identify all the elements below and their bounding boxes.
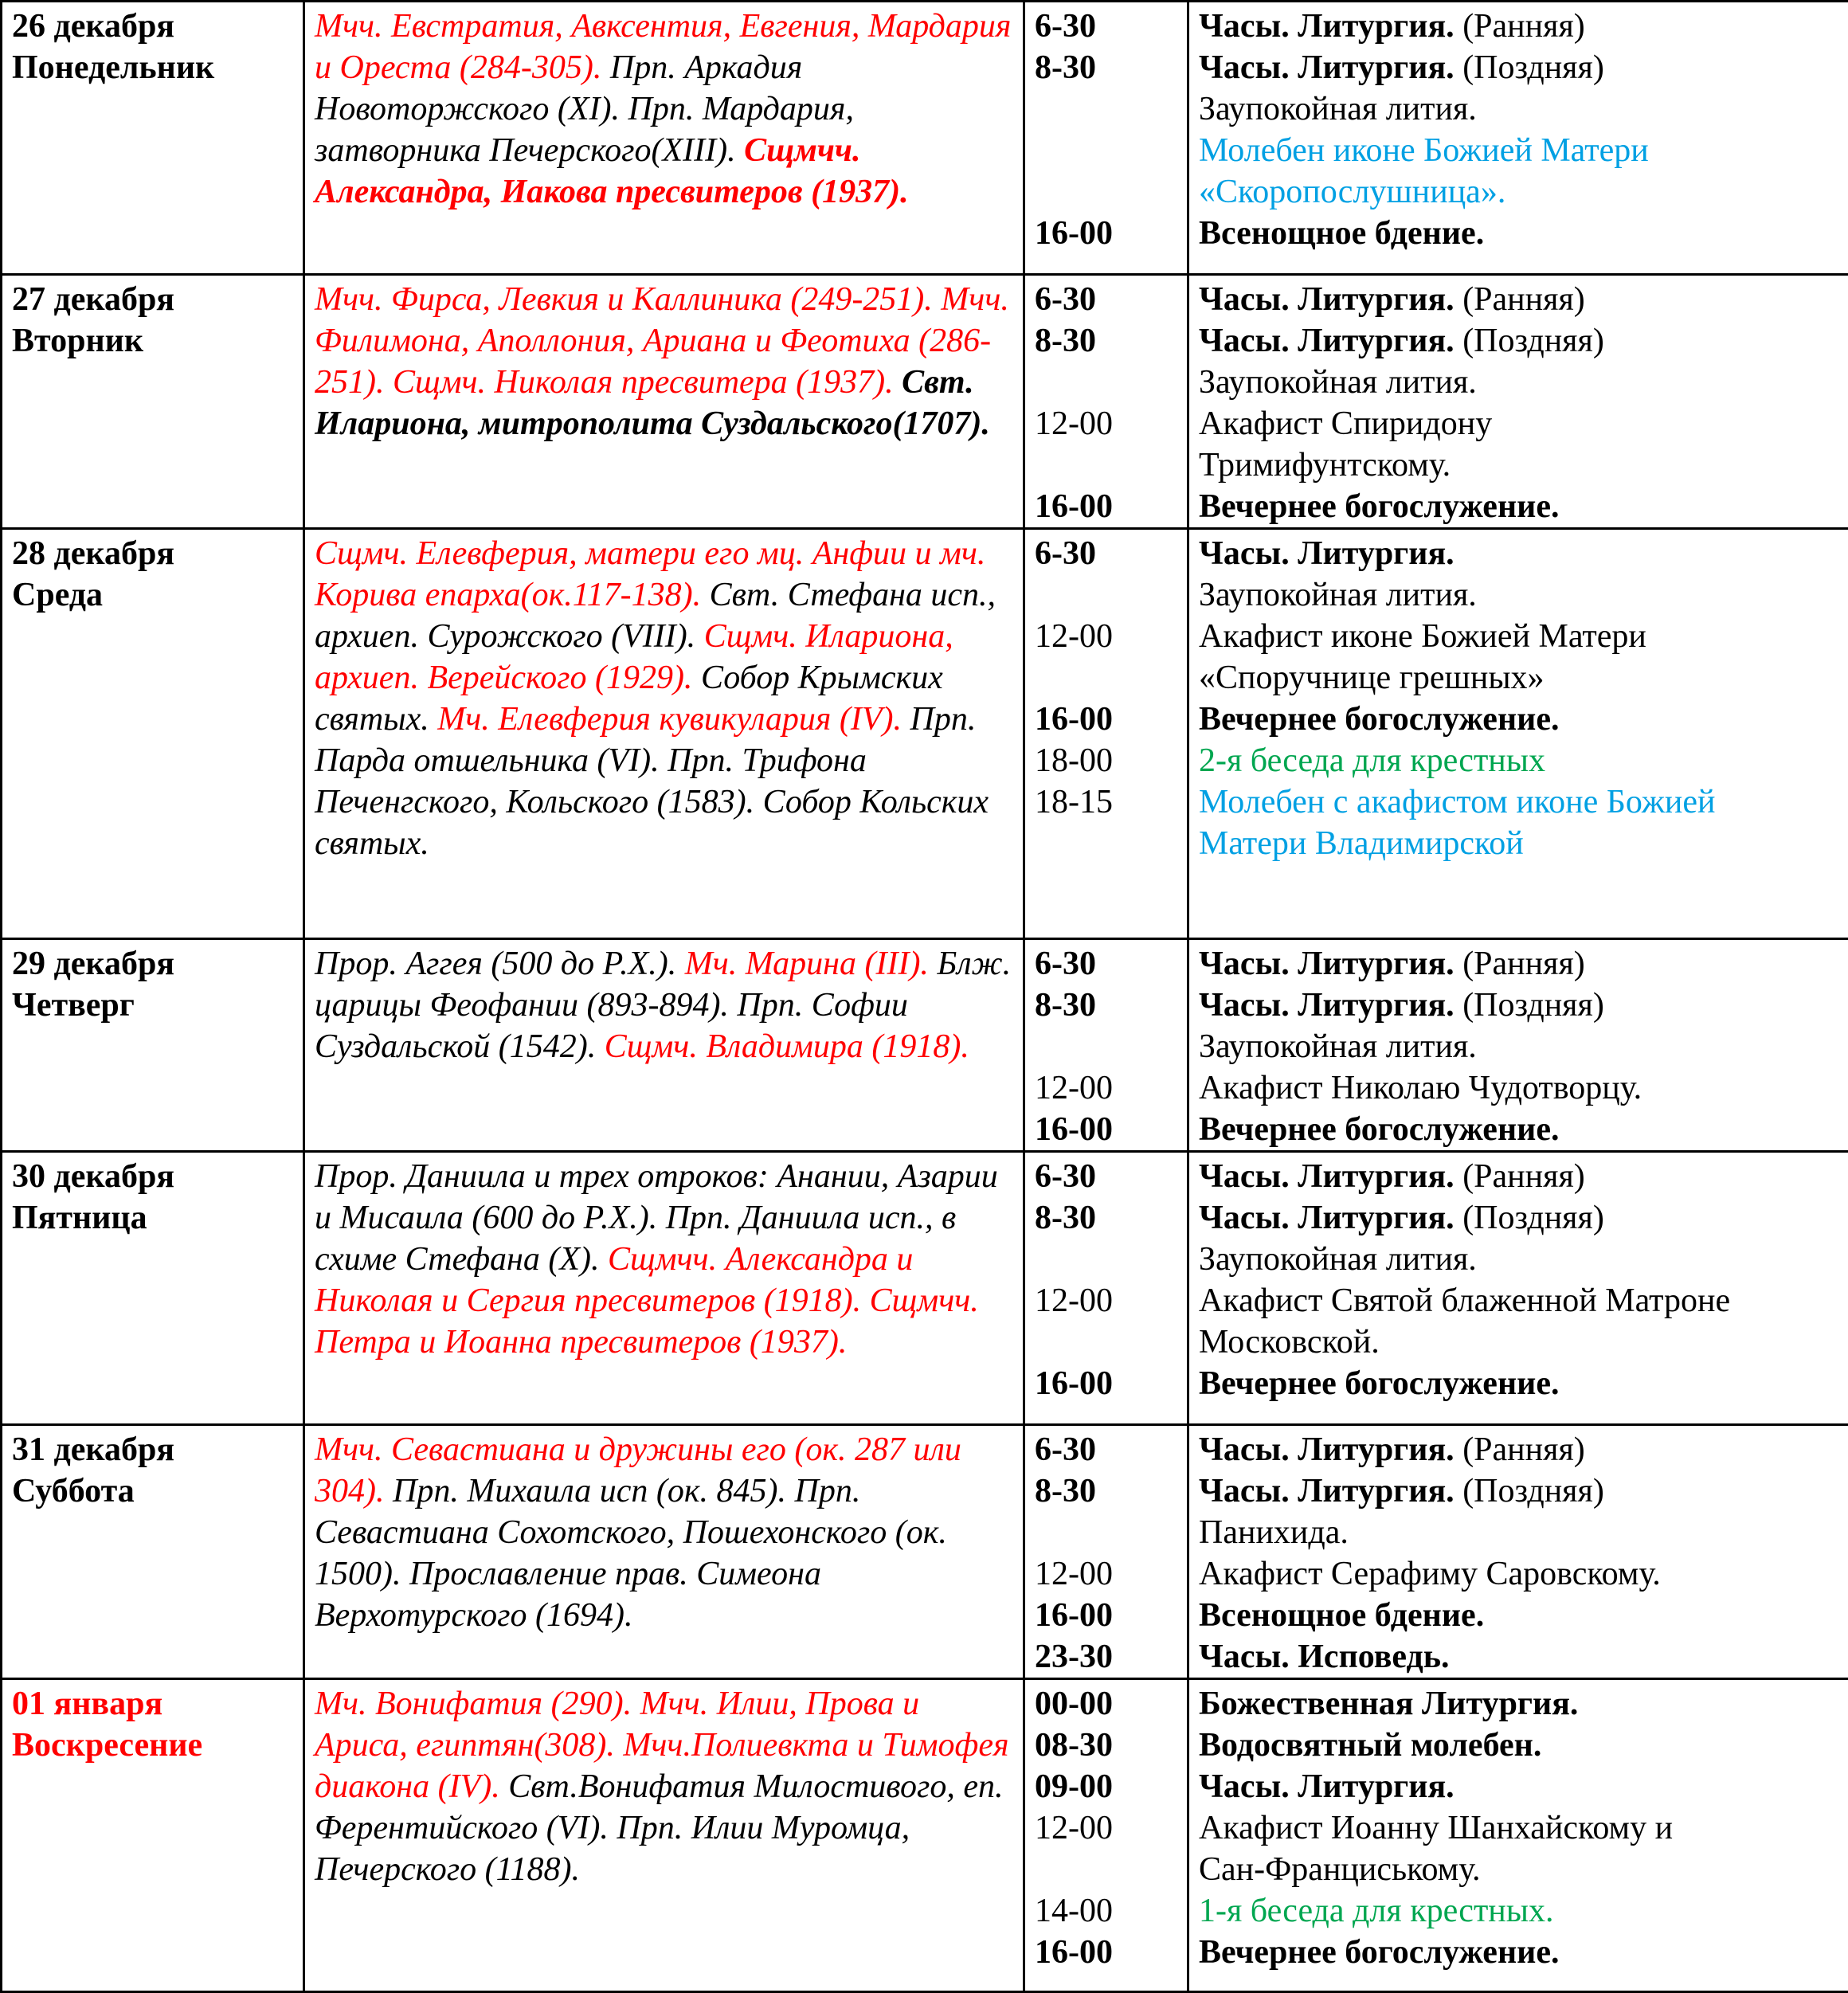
service-text: Молебен с акафистом иконе Божией (1199, 784, 1715, 820)
service-time: 12-00 (1035, 1067, 1177, 1109)
saint-commemoration: Прп. Аркадия Новоторжского (XI). Прп. Мардария, затворника Печерского(XIII). (315, 49, 854, 169)
service-text: «Скоропослушница». (1199, 174, 1505, 210)
service-text: Часы. Литургия. (1199, 49, 1455, 86)
services-cell (1188, 1679, 1848, 1992)
date-label: 29 декабря (12, 943, 293, 985)
day-row (2, 1152, 1848, 1425)
service-time: 16-00 (1035, 699, 1177, 740)
service-line (1199, 616, 1838, 657)
service-line (1199, 1683, 1838, 1725)
service-time: 6-30 (1035, 943, 1177, 985)
service-time: 23-30 (1035, 1636, 1177, 1678)
service-time: 16-00 (1035, 1595, 1177, 1636)
date-cell (2, 275, 304, 529)
saint-commemoration: Собор Крымских святых. (315, 660, 943, 738)
saints-cell (304, 275, 1024, 529)
service-text: Часы. Литургия. (1199, 1473, 1455, 1509)
service-line (1199, 486, 1838, 527)
date-cell (2, 2, 304, 275)
date-cell (2, 1679, 304, 1992)
service-line (1199, 88, 1838, 130)
weekday-label: Воскресение (12, 1725, 293, 1766)
saint-commemoration: Мчч. Севастиана и дружины его (ок. 287 или 304). (315, 1431, 961, 1509)
saint-commemoration: Сщмч. Владимира (1918). (596, 1028, 969, 1065)
service-time (1035, 1026, 1177, 1067)
service-text: Часы. Литургия. (1199, 8, 1455, 45)
service-time: 12-00 (1035, 403, 1177, 444)
service-time: 6-30 (1035, 533, 1177, 574)
service-time: 8-30 (1035, 320, 1177, 362)
service-text: (Ранняя) (1455, 1158, 1585, 1195)
service-line (1199, 1932, 1838, 1973)
service-time: 8-30 (1035, 47, 1177, 88)
service-line (1199, 1807, 1838, 1849)
service-line (1199, 320, 1838, 362)
service-text: Часы. Исповедь. (1199, 1639, 1449, 1675)
service-line (1199, 47, 1838, 88)
day-row (2, 1425, 1848, 1679)
date-label: 28 декабря (12, 533, 293, 574)
service-time: 12-00 (1035, 1807, 1177, 1849)
service-text: Сан-Франциському. (1199, 1851, 1481, 1888)
service-text: 1-я беседа для крестных. (1199, 1893, 1554, 1929)
service-time: 8-30 (1035, 1470, 1177, 1512)
service-text: «Споручнице грешных» (1199, 660, 1545, 696)
saints-cell (304, 1152, 1024, 1425)
service-text: (Поздняя) (1455, 1473, 1604, 1509)
service-line (1199, 740, 1838, 781)
service-text: Часы. Литургия. (1199, 987, 1455, 1024)
service-time: 16-00 (1035, 486, 1177, 527)
time-cell (1024, 939, 1188, 1152)
service-time: 08-30 (1035, 1725, 1177, 1766)
service-time: 6-30 (1035, 6, 1177, 47)
date-cell (2, 1425, 304, 1679)
saints-cell (304, 939, 1024, 1152)
service-time: 6-30 (1035, 1429, 1177, 1470)
service-text: Часы. Литургия. (1199, 323, 1455, 359)
saint-commemoration: Мч. Елевферия кувикулария (IV). (429, 701, 902, 738)
weekday-label: Вторник (12, 320, 293, 362)
day-row (2, 939, 1848, 1152)
service-line (1199, 1595, 1838, 1636)
service-time: 18-15 (1035, 781, 1177, 823)
service-text: Божественная Литургия. (1199, 1686, 1578, 1722)
service-text: 2-я беседа для крестных (1199, 742, 1545, 779)
service-time (1035, 88, 1177, 130)
service-time: 12-00 (1035, 1553, 1177, 1595)
service-text: Акафист Николаю Чудотворцу. (1199, 1070, 1642, 1106)
service-time (1035, 171, 1177, 213)
service-line (1199, 943, 1838, 985)
day-row (2, 2, 1848, 275)
service-text: Акафист иконе Божией Матери (1199, 618, 1646, 655)
service-text: (Ранняя) (1455, 946, 1585, 982)
service-line (1199, 1512, 1838, 1553)
service-text: (Поздняя) (1455, 987, 1604, 1024)
service-text: Акафист Серафиму Саровскому. (1199, 1556, 1661, 1592)
saint-commemoration: Сщмчч. Александра и Николая и Сергия пресвитеров (1918). Сщмчч. Петра и Иоанна пресвитеров (1937). (315, 1241, 979, 1361)
service-time: 16-00 (1035, 1363, 1177, 1404)
service-line (1199, 6, 1838, 47)
service-text: (Поздняя) (1455, 49, 1604, 86)
service-text: Часы. Литургия. (1199, 281, 1455, 318)
saint-commemoration: Мч. Вонифатия (290). Мчч. Илии, Прова и Ариса, египтян(308). Мчч.Полиевкта и Тимофея диакона (IV). (315, 1686, 1009, 1805)
service-line (1199, 1280, 1838, 1321)
time-cell (1024, 1152, 1188, 1425)
service-time (1035, 574, 1177, 616)
service-text: Водосвятный молебен. (1199, 1727, 1541, 1764)
service-line (1199, 781, 1838, 823)
service-time (1035, 1849, 1177, 1890)
day-row (2, 1679, 1848, 1992)
service-line (1199, 1849, 1838, 1890)
date-label: 01 января (12, 1683, 293, 1725)
service-time: 12-00 (1035, 616, 1177, 657)
weekday-label: Среда (12, 574, 293, 616)
saint-commemoration: Прп. Михаила исп (ок. 845). Прп. Севастиана Сохотского, Пошехонского (ок. 1500). Прославление прав. Симеона Верхотурского (1694). (315, 1473, 947, 1634)
saint-commemoration: Сщмчч. Александра, Иакова пресвитеров (1937). (315, 132, 909, 210)
service-time (1035, 1239, 1177, 1280)
service-line (1199, 1553, 1838, 1595)
service-time (1035, 1512, 1177, 1553)
service-time (1035, 1321, 1177, 1363)
saint-commemoration: Прп. Парда отшельника (VI). Прп. Трифона Печенгского, Кольского (1583). Собор Кольских святых. (315, 701, 989, 862)
service-line (1199, 130, 1838, 171)
service-line (1199, 1429, 1838, 1470)
services-cell (1188, 2, 1848, 275)
service-text: Заупокойная лития. (1199, 1028, 1477, 1065)
service-text: Заупокойная лития. (1199, 1241, 1477, 1278)
services-cell (1188, 1425, 1848, 1679)
service-text: Часы. Литургия. (1199, 1200, 1455, 1236)
service-line (1199, 1067, 1838, 1109)
service-line (1199, 1026, 1838, 1067)
service-text: Вечернее богослужение. (1199, 701, 1559, 738)
services-cell (1188, 529, 1848, 939)
services-cell (1188, 1152, 1848, 1425)
service-text: Вечернее богослужение. (1199, 1934, 1559, 1971)
service-time (1035, 444, 1177, 486)
saints-cell (304, 1425, 1024, 1679)
saint-commemoration: Свт. Стефана исп., архиеп. Сурожского (VIII). (315, 577, 996, 655)
service-line (1199, 1725, 1838, 1766)
service-line (1199, 1109, 1838, 1150)
service-text: Панихида. (1199, 1514, 1349, 1551)
saints-cell (304, 2, 1024, 275)
service-text: Всенощное бдение. (1199, 215, 1484, 252)
service-time (1035, 657, 1177, 699)
service-time: 16-00 (1035, 213, 1177, 254)
saint-commemoration: Мчч. Евстратия, Авксентия, Евгения, Мардария и Ореста (284-305). (315, 8, 1011, 86)
service-line (1199, 574, 1838, 616)
weekday-label: Суббота (12, 1470, 293, 1512)
saints-cell (304, 1679, 1024, 1992)
service-time: 12-00 (1035, 1280, 1177, 1321)
service-text: Часы. Литургия. (1199, 1768, 1455, 1805)
time-cell (1024, 1679, 1188, 1992)
service-line (1199, 1156, 1838, 1197)
service-text: Акафист Святой блаженной Матроне (1199, 1282, 1730, 1319)
date-cell (2, 529, 304, 939)
saint-commemoration: Прор. Аггея (500 до Р.Х.). (315, 946, 676, 982)
service-time (1035, 362, 1177, 403)
service-line (1199, 699, 1838, 740)
service-text: (Ранняя) (1455, 8, 1585, 45)
date-label: 31 декабря (12, 1429, 293, 1470)
service-text: (Ранняя) (1455, 1431, 1585, 1468)
service-text: Вечернее богослужение. (1199, 1365, 1559, 1402)
date-cell (2, 1152, 304, 1425)
weekday-label: Пятница (12, 1197, 293, 1239)
service-text: Заупокойная лития. (1199, 577, 1477, 613)
service-text: Часы. Литургия. (1199, 1431, 1455, 1468)
services-cell (1188, 939, 1848, 1152)
service-line (1199, 1890, 1838, 1932)
time-cell (1024, 275, 1188, 529)
service-text: Матери Владимирской (1199, 825, 1524, 862)
service-time: 09-00 (1035, 1766, 1177, 1807)
saint-commemoration: Свт.Вонифатия Милостивого, еп. Ферентийского (VI). Прп. Илии Муромца, Печерского (1188). (315, 1768, 1004, 1888)
service-line (1199, 1321, 1838, 1363)
service-time: 18-00 (1035, 740, 1177, 781)
service-text: Вечернее богослужение. (1199, 1111, 1559, 1148)
service-text: Акафист Спиридону (1199, 405, 1492, 442)
saint-commemoration: Блж. царицы Феофании (893-894). Прп. Софии Суздальской (1542). (315, 946, 1011, 1065)
service-text: Акафист Иоанну Шанхайскому и (1199, 1810, 1673, 1846)
service-time: 6-30 (1035, 1156, 1177, 1197)
service-line (1199, 362, 1838, 403)
service-text: Часы. Литургия. (1199, 946, 1455, 982)
service-text: Часы. Литургия. (1199, 1158, 1455, 1195)
service-line (1199, 444, 1838, 486)
day-row (2, 275, 1848, 529)
service-line (1199, 1470, 1838, 1512)
service-time: 16-00 (1035, 1932, 1177, 1973)
service-line (1199, 279, 1838, 320)
service-text: Заупокойная лития. (1199, 364, 1477, 401)
service-text: Тримифунтскому. (1199, 447, 1451, 484)
time-cell (1024, 2, 1188, 275)
service-line (1199, 1636, 1838, 1678)
service-line (1199, 985, 1838, 1026)
service-line (1199, 1766, 1838, 1807)
service-time: 8-30 (1035, 985, 1177, 1026)
service-text: Вечернее богослужение. (1199, 488, 1559, 525)
service-line (1199, 1239, 1838, 1280)
saint-commemoration: Мчч. Фирса, Левкия и Каллиника (249-251). Мчч. Филимона, Аполлония, Ариана и Феотиха (286-251). Сщмч. Николая пресвитера (1937). (315, 281, 1009, 401)
service-line (1199, 1197, 1838, 1239)
services-cell (1188, 275, 1848, 529)
time-cell (1024, 1425, 1188, 1679)
schedule-body (2, 2, 1848, 1992)
date-label: 26 декабря (12, 6, 293, 47)
day-row (2, 529, 1848, 939)
service-text: (Поздняя) (1455, 323, 1604, 359)
date-label: 27 декабря (12, 279, 293, 320)
saints-cell (304, 529, 1024, 939)
service-time: 8-30 (1035, 1197, 1177, 1239)
service-time (1035, 823, 1177, 864)
saint-commemoration: Прор. Даниила и трех отроков: Анании, Азарии и Мисаила (600 до Р.Х.). Прп. Даниила исп., в схиме Стефана (X). (315, 1158, 998, 1278)
saint-commemoration: Сщмч. Елевферия, матери его мц. Анфии и мч. Корива епарха(ок.117-138). (315, 535, 985, 613)
saint-commemoration: Мч. Марина (III). (676, 946, 929, 982)
service-text: Всенощное бдение. (1199, 1597, 1484, 1634)
service-text: Молебен иконе Божией Матери (1199, 132, 1649, 169)
service-text: Часы. Литургия. (1199, 535, 1455, 572)
time-cell (1024, 529, 1188, 939)
service-time: 00-00 (1035, 1683, 1177, 1725)
weekday-label: Понедельник (12, 47, 293, 88)
service-line (1199, 533, 1838, 574)
service-line (1199, 823, 1838, 864)
service-line (1199, 1363, 1838, 1404)
saint-commemoration: Сщмч. Илариона, архиеп. Верейского (1929). (315, 618, 953, 696)
service-line (1199, 657, 1838, 699)
service-text: Заупокойная лития. (1199, 91, 1477, 127)
service-text: (Поздняя) (1455, 1200, 1604, 1236)
service-line (1199, 171, 1838, 213)
service-text: (Ранняя) (1455, 281, 1585, 318)
service-line (1199, 403, 1838, 444)
service-time: 14-00 (1035, 1890, 1177, 1932)
date-cell (2, 939, 304, 1152)
saint-commemoration: Свт. Илариона, митрополита Суздальского(1707). (315, 364, 990, 442)
date-label: 30 декабря (12, 1156, 293, 1197)
service-time: 6-30 (1035, 279, 1177, 320)
weekday-label: Четверг (12, 985, 293, 1026)
service-text: Московской. (1199, 1324, 1380, 1361)
service-time: 16-00 (1035, 1109, 1177, 1150)
service-line (1199, 213, 1838, 254)
service-time (1035, 130, 1177, 171)
